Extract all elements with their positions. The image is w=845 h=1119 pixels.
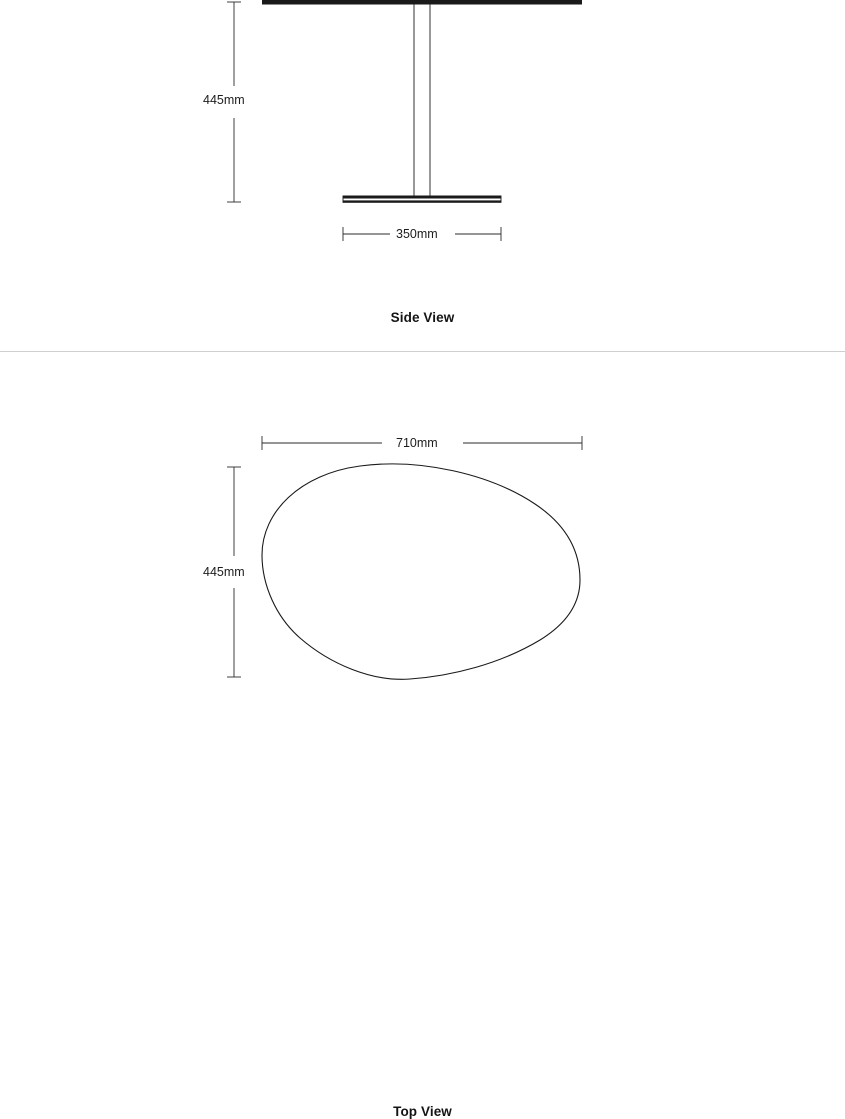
side-view-caption: Side View	[390, 310, 455, 325]
side-view-panel	[0, 0, 845, 352]
top-view-width-label: 710mm	[396, 436, 438, 450]
base-plate-top	[343, 196, 501, 198]
top-view-depth-label: 445mm	[203, 565, 245, 579]
side-view-drawing	[0, 0, 845, 352]
top-view-drawing	[0, 352, 845, 796]
tabletop-profile	[262, 0, 582, 5]
side-view-base-width-label: 350mm	[396, 227, 438, 241]
tabletop-outline	[262, 464, 580, 679]
top-view-panel	[0, 352, 845, 1119]
base-plate-bottom	[343, 200, 501, 202]
top-view-caption: Top View	[393, 1104, 452, 1119]
side-view-height-label: 445mm	[203, 93, 245, 107]
